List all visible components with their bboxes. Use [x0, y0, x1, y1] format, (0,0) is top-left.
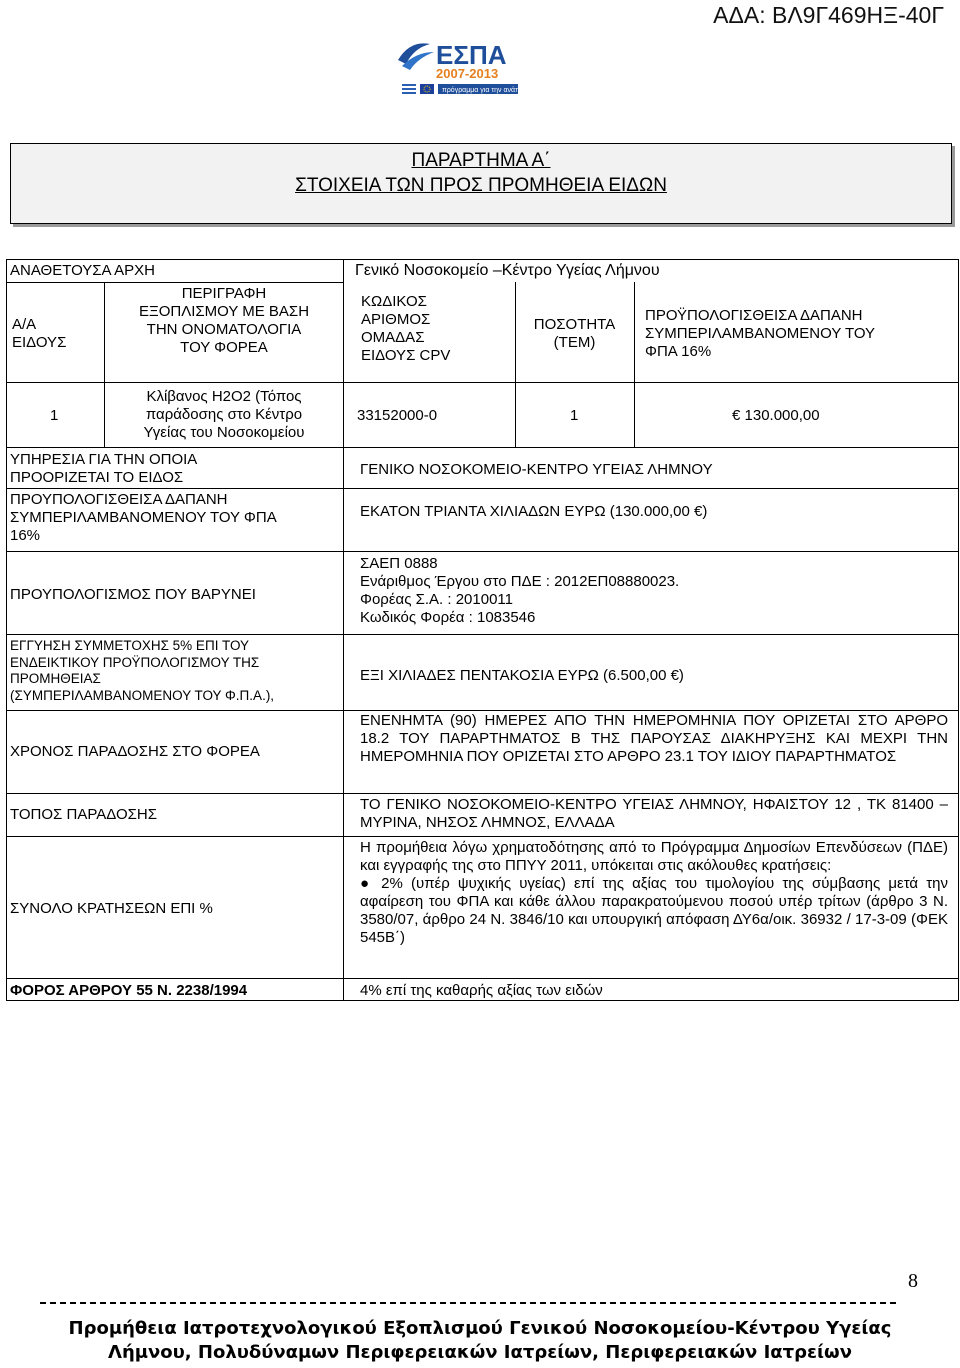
- item-quantity: 1: [570, 407, 579, 424]
- page-number: 8: [908, 1270, 918, 1292]
- title-box: [10, 143, 952, 224]
- authority-label: ΑΝΑΘΕΤΟΥΣΑ ΑΡΧΗ: [10, 262, 155, 279]
- row-value-budget: ΕΚΑΤΟΝ ΤΡΙΑΝΤΑ ΧΙΛΙΑΔΩΝ ΕΥΡΩ (130.000,00 €): [360, 503, 708, 520]
- svg-text:πρόγραμμα για την ανάπτυξη: πρόγραμμα για την ανάπτυξη: [442, 87, 534, 94]
- espa-logo: [392, 38, 534, 100]
- row-label-deductions: ΣΥΝΟΛΟ ΚΡΑΤΗΣΕΩΝ ΕΠΙ %: [10, 900, 213, 917]
- svg-text:ΕΣΠΑ: ΕΣΠΑ: [436, 40, 507, 70]
- ada-code: ΑΔΑ: ΒΛ9Γ469ΗΞ-40Γ: [713, 2, 944, 28]
- footer-line-2: Λήμνου, Πολυδύναμων Περιφερειακών Ιατρείων, Περιφερειακών Ιατρείων: [108, 1342, 852, 1363]
- row-value-deductions: [360, 839, 948, 947]
- col-header-budget: ΠΡΟΫΠΟΛΟΓΙΣΘΕΙΣΑ ΔΑΠΑΝΗ ΣΥΜΠΕΡΙΛΑΜΒΑΝΟΜΕΝΟΥ ΤΟΥ ΦΠΑ 16%: [645, 307, 876, 360]
- row-label-delivery-place: ΤΟΠΟΣ ΠΑΡΑΔΟΣΗΣ: [10, 806, 157, 823]
- row-value-delivery-time: ΕΝΕΝΗΜΤΑ (90) ΗΜΕΡΕΣ ΑΠΟ ΤΗΝ ΗΜΕΡΟΜΗΝΙΑ ΠΟΥ ΟΡΙΖΕΤΑΙ ΣΤΟ ΑΡΘΡΟ 18.2 ΤΟΥ ΠΑΡΑΡΤΗΜΑΤΟΣ Β ΤΗΣ ΠΑΡΟΥΣΑΣ ΔΙΑΚΗΡΥΞΗΣ ΚΑΙ ΜΕΧΡΙ ΤΗΝ ΗΜΕΡΟΜΗΝΙΑ ΠΟΥ ΟΡΙΖΕΤΑΙ ΣΤΟ ΑΡΘΡΟ 23.1 ΤΟΥ ΙΔΙΟΥ ΠΑΡΑΡΤΗΜΑΤΟΣ: [360, 712, 948, 765]
- row-label-charged-budget: ΠΡΟΥΠΟΛΟΓΙΣΜΟΣ ΠΟΥ ΒΑΡΥΝΕΙ: [10, 586, 256, 603]
- svg-text:2007-2013: 2007-2013: [436, 66, 499, 81]
- col-header-description: ΠΕΡΙΓΡΑΦΗ ΕΞΟΠΛΙΣΜΟΥ ΜΕ ΒΑΣΗ ΤΗΝ ΟΝΟΜΑΤΟΛΟΓΙΑ ΤΟΥ ΦΟΡΕΑ: [138, 285, 310, 356]
- espa-logo-graphic: [392, 38, 534, 100]
- item-cpv-code: 33152000-0: [357, 407, 438, 424]
- row-value-tax: 4% επί της καθαρής αξίας των ειδών: [360, 982, 603, 999]
- row-label-service: ΥΠΗΡΕΣΙΑ ΓΙΑ ΤΗΝ ΟΠΟΙΑ ΠΡΟΟΡΙΖΕΤΑΙ ΤΟ ΕΙΔΟΣ: [10, 451, 198, 486]
- row-label-tax: ΦΟΡΟΣ ΑΡΘΡΟΥ 55 Ν. 2238/1994: [10, 982, 248, 999]
- col-header-quantity: ΠΟΣΟΤΗΤΑ (ΤΕΜ): [533, 316, 616, 351]
- footer-line-1: Προμήθεια Ιατροτεχνολογικού Εξοπλισμού Γενικού Νοσοκομείου-Κέντρου Υγείας: [68, 1318, 892, 1339]
- row-value-guarantee: ΕΞΙ ΧΙΛΙΑΔΕΣ ΠΕΝΤΑΚΟΣΙΑ ΕΥΡΩ (6.500,00 €): [360, 667, 684, 684]
- row-label-budget: ΠΡΟΥΠΟΛΟΓΙΣΘΕΙΣΑ ΔΑΠΑΝΗ ΣΥΜΠΕΡΙΛΑΜΒΑΝΟΜΕΝΟΥ ΤΟΥ ΦΠΑ 16%: [10, 491, 277, 544]
- col-header-aa: Α/Α ΕΙΔΟΥΣ: [12, 316, 67, 351]
- item-number: 1: [50, 407, 59, 424]
- deductions-intro: Η προμήθεια λόγω χρηματοδότησης από το Πρόγραμμα Δημοσίων Επενδύσεων (ΠΔΕ) και εγγραφής της στο ΠΠΥΥ 2011, υπόκειται στις ακόλουθες κρατήσεις:: [360, 839, 948, 874]
- annex-title: ΠΑΡΑΡΤΗΜΑ Α΄: [411, 150, 551, 171]
- row-label-delivery-time: ΧΡΟΝΟΣ ΠΑΡΑΔΟΣΗΣ ΣΤΟ ΦΟΡΕΑ: [10, 743, 260, 760]
- authority-value: Γενικό Νοσοκομείο –Κέντρο Υγείας Λήμνου: [355, 262, 660, 279]
- deductions-bullet: ● 2% (υπέρ ψυχικής υγείας) επί της αξίας του τιμολογίου της σύμβασης μετά την αφαίρεση του ΦΠΑ και κάθε άλλου παρακρατούμενου ποσού υπέρ τρίτων (άρθρο 3 Ν. 3580/07, άρθρο 24 Ν. 3846/10 και υπουργική απόφαση ΔΥ6α/οικ. 36932 / 17-3-09 (ΦΕΚ 545Β΄): [360, 875, 948, 946]
- col-header-cpv: ΚΩΔΙΚΟΣ ΑΡΙΘΜΟΣ ΟΜΑΔΑΣ ΕΙΔΟΥΣ CPV: [361, 293, 451, 364]
- annex-subtitle: ΣΤΟΙΧΕΙΑ ΤΩΝ ΠΡΟΣ ΠΡΟΜΗΘΕΙΑ ΕΙΔΩΝ: [295, 175, 667, 196]
- item-price: € 130.000,00: [732, 407, 820, 424]
- item-description: Κλίβανος H2O2 (Τόπος παράδοσης στο Κέντρο Υγείας του Νοσοκομείου: [143, 388, 305, 441]
- row-value-delivery-place: ΤΟ ΓΕΝΙΚΟ ΝΟΣΟΚΟΜΕΙΟ-ΚΕΝΤΡΟ ΥΓΕΙΑΣ ΛΗΜΝΟΥ, ΗΦΑΙΣΤΟΥ 12 , ΤΚ 81400 – ΜΥΡΙΝΑ, ΝΗΣΟΣ ΛΗΜΝΟΣ, ΕΛΛΑΔΑ: [360, 796, 948, 831]
- row-value-charged-budget: ΣΑΕΠ 0888 Ενάριθμος Έργου στο ΠΔΕ : 2012ΕΠ08880023. Φορέας Σ.Α. : 2010011 Κωδικός Φορέα : 1083546: [360, 555, 680, 626]
- row-value-service: ΓΕΝΙΚΟ ΝΟΣΟΚΟΜΕΙΟ-ΚΕΝΤΡΟ ΥΓΕΙΑΣ ΛΗΜΝΟΥ: [360, 461, 713, 478]
- footer-divider: [40, 1302, 896, 1304]
- row-label-guarantee: ΕΓΓΥΗΣΗ ΣΥΜΜΕΤΟΧΗΣ 5% ΕΠΙ ΤΟΥ ΕΝΔΕΙΚΤΙΚΟΥ ΠΡΟΫΠΟΛΟΓΙΣΜΟΥ ΤΗΣ ΠΡΟΜΗΘΕΙΑΣ (ΣΥΜΠΕΡΙΛΑΜΒΑΝΟΜΕΝΟΥ ΤΟΥ Φ.Π.Α.),: [10, 638, 275, 703]
